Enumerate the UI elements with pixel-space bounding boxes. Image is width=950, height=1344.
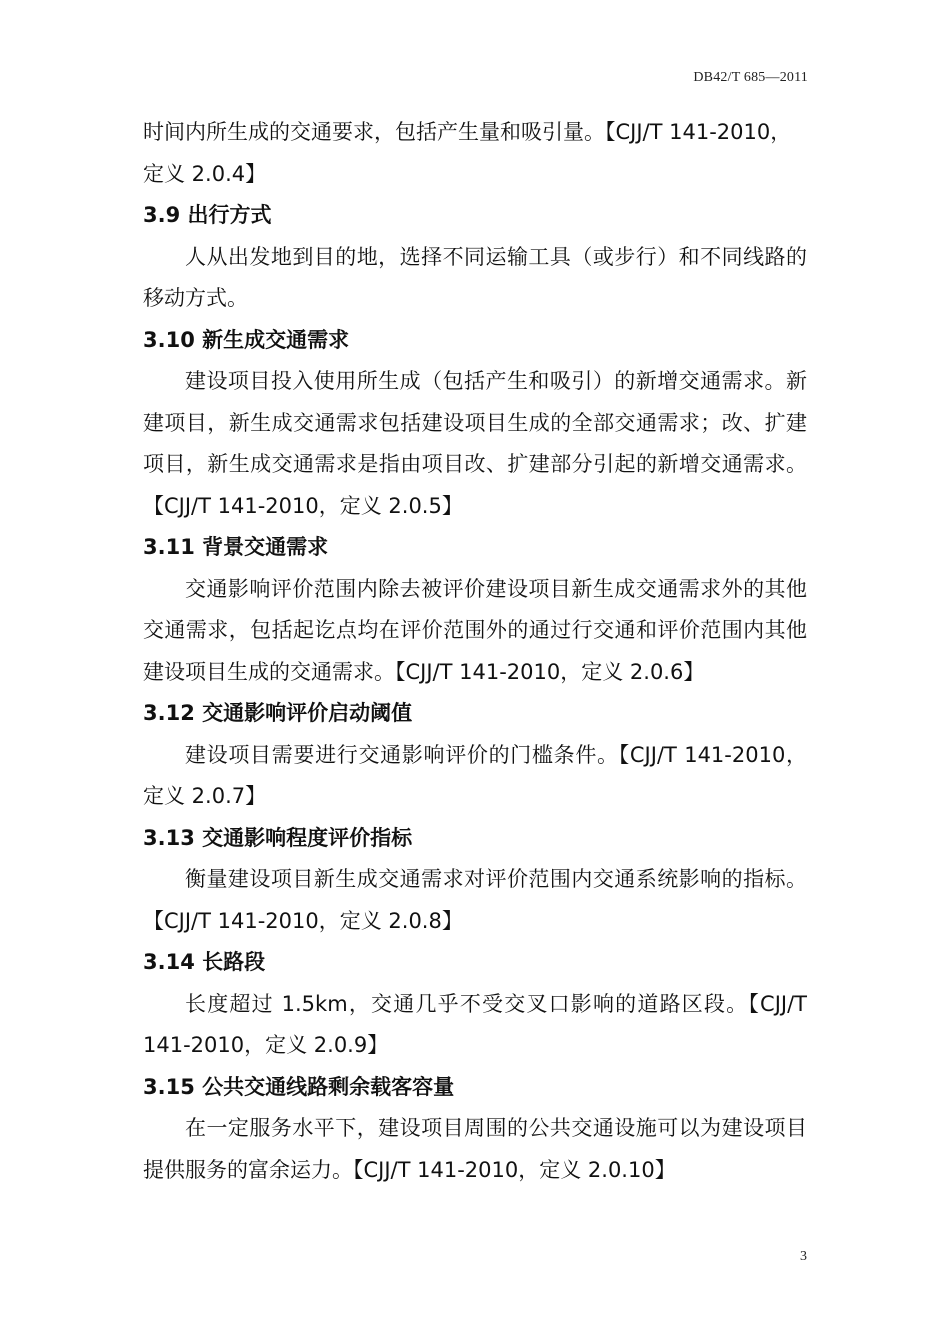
page-number: 3 bbox=[800, 1249, 807, 1264]
section-text-3-13: 衡量建设项目新生成交通需求对评价范围内交通系统影响的指标。【CJJ/T 141-2010，定义 2.0.8】 bbox=[143, 867, 807, 933]
document-code-header: DB42/T 685—2011 bbox=[693, 70, 808, 85]
section-heading-3-12: 3.12 交通影响评价启动阈值 bbox=[143, 701, 413, 725]
section-text-3-15: 在一定服务水平下，建设项目周围的公共交通设施可以为建设项目提供服务的富余运力。【CJJ/T 141-2010，定义 2.0.10】 bbox=[143, 1116, 807, 1182]
section-heading-3-11: 3.11 背景交通需求 bbox=[143, 535, 329, 559]
document-body bbox=[143, 112, 807, 1191]
continued-paragraph: 时间内所生成的交通要求，包括产生量和吸引量。【CJJ/T 141-2010，定义 2.0.4】 bbox=[143, 120, 792, 186]
section-heading-3-13: 3.13 交通影响程度评价指标 bbox=[143, 825, 413, 850]
section-heading-3-14: 3.14 长路段 bbox=[143, 950, 266, 974]
section-text-3-10: 建设项目投入使用所生成（包括产生和吸引）的新增交通需求。新建项目，新生成交通需求包括建设项目生成的全部交通需求；改、扩建项目，新生成交通需求是指由项目改、扩建部分引起的新增交通需求。【CJJ/T 141-2010，定义 2.0.5】 bbox=[143, 369, 807, 518]
section-text-3-9: 人从出发地到目的地，选择不同运输工具（或步行）和不同线路的移动方式。 bbox=[143, 244, 807, 310]
section-heading-3-9: 3.9 出行方式 bbox=[143, 203, 272, 227]
section-text-3-11: 交通影响评价范围内除去被评价建设项目新生成交通需求外的其他交通需求，包括起讫点均在评价范围外的通过行交通和评价范围内其他建设项目生成的交通需求。【CJJ/T 141-2010，定义 2.0.6】 bbox=[143, 576, 807, 684]
section-text-3-14: 长度超过 1.5km，交通几乎不受交叉口影响的道路区段。【CJJ/T 141-2010，定义 2.0.9】 bbox=[143, 991, 807, 1057]
section-text-3-12: 建设项目需要进行交通影响评价的门槛条件。【CJJ/T 141-2010，定义 2.0.7】 bbox=[143, 742, 807, 808]
section-heading-3-10: 3.10 新生成交通需求 bbox=[143, 327, 350, 352]
section-heading-3-15: 3.15 公共交通线路剩余载客容量 bbox=[143, 1074, 455, 1099]
